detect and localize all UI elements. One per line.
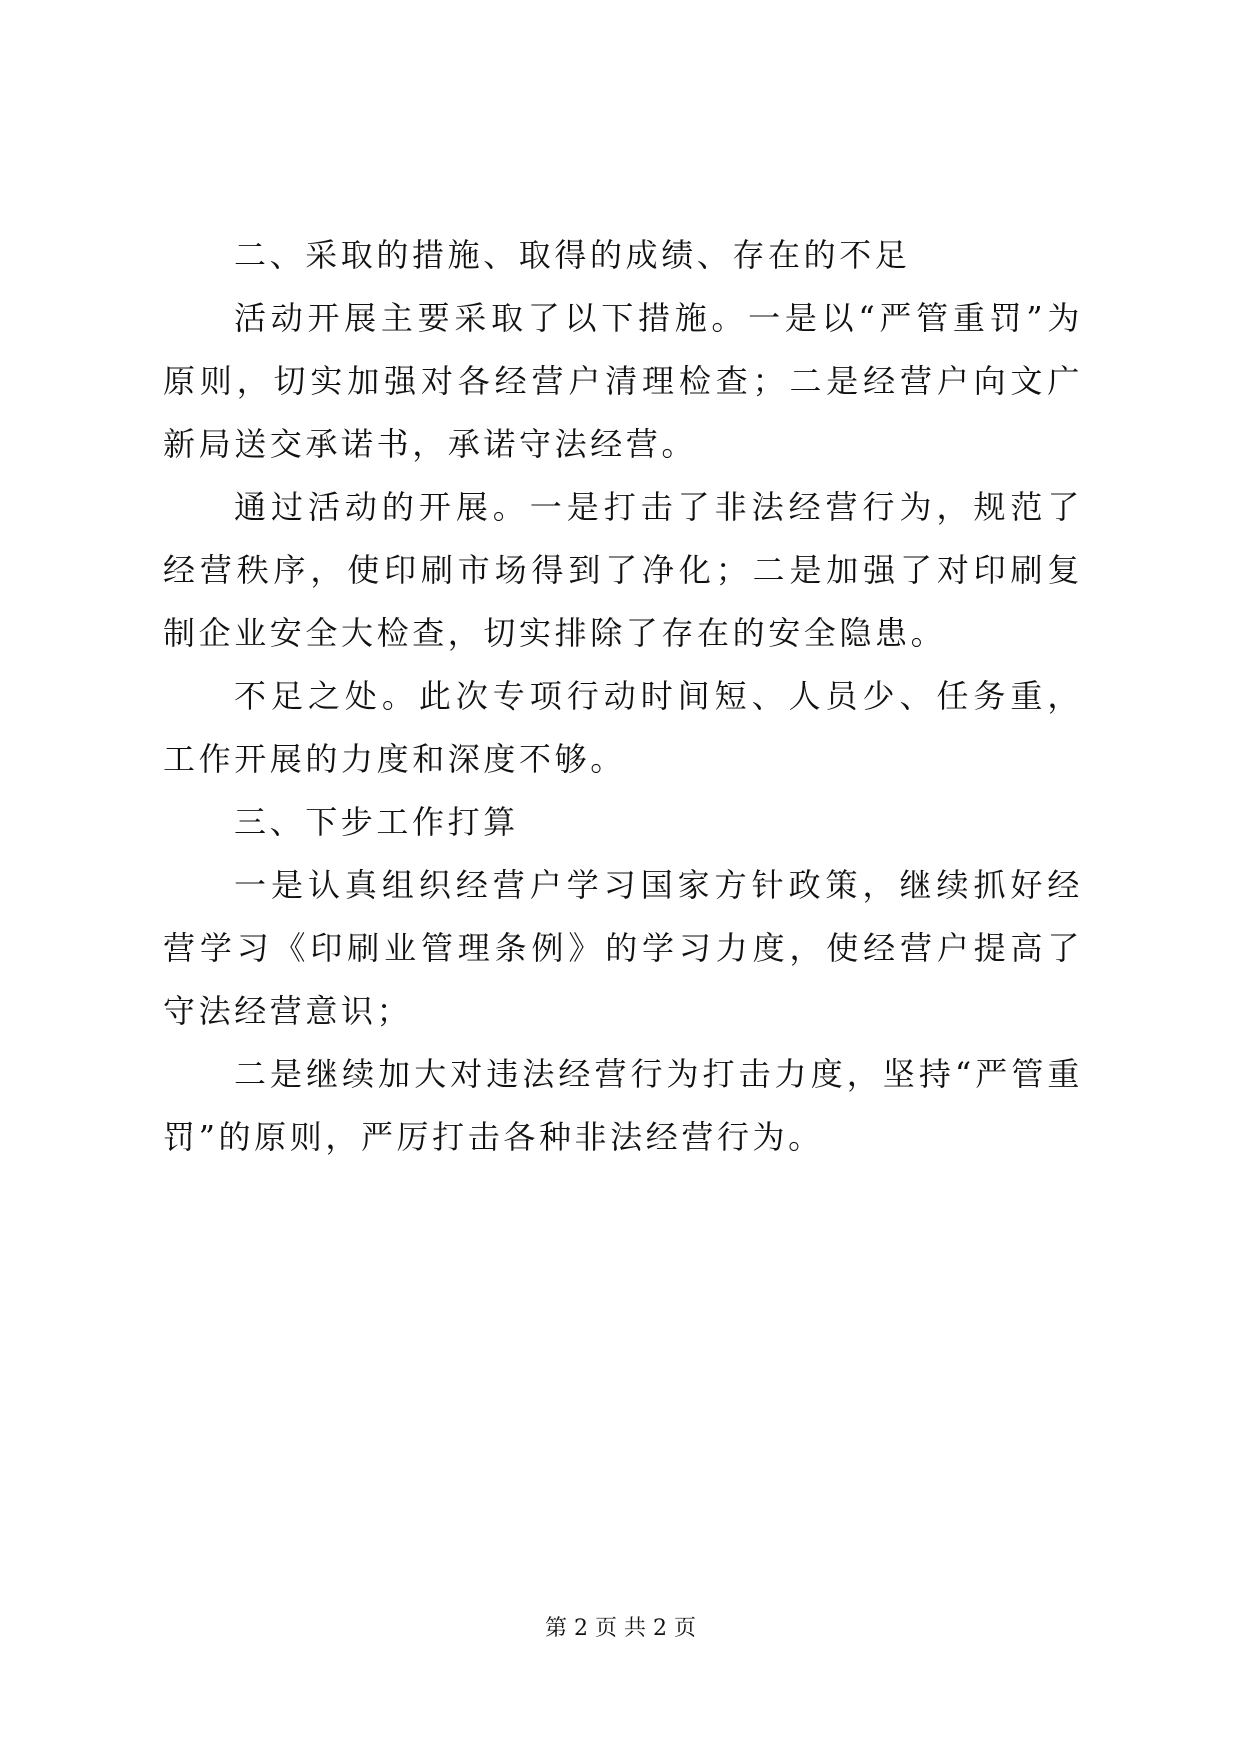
section-heading-next-steps: 三、下步工作打算 <box>234 803 519 841</box>
paragraph-shortcomings: 不足之处。此次专项行动时间短、人员少、任务重，工作开展的力度和深度不够。 <box>163 677 1083 778</box>
page-footer: 第 2 页 共 2 页 <box>545 1616 696 1641</box>
paragraph-results: 通过活动的开展。一是打击了非法经营行为，规范了经营秩序，使印刷市场得到了净化；二是加强了对印刷复制企业安全大检查，切实排除了存在的安全隐患。 <box>163 488 1083 652</box>
document-body <box>163 224 1083 1169</box>
section-heading-measures: 二、采取的措施、取得的成绩、存在的不足 <box>234 236 911 274</box>
paragraph-measures: 活动开展主要采取了以下措施。一是以“严管重罚”为原则，切实加强对各经营户清理检查；二是经营户向文广新局送交承诺书，承诺守法经营。 <box>163 299 1083 463</box>
paragraph-next-step-two: 二是继续加大对违法经营行为打击力度，坚持“严管重罚”的原则，严厉打击各种非法经营行为。 <box>163 1055 1083 1156</box>
paragraph-next-step-one: 一是认真组织经营户学习国家方针政策，继续抓好经营学习《印刷业管理条例》的学习力度，使经营户提高了守法经营意识； <box>163 866 1083 1030</box>
